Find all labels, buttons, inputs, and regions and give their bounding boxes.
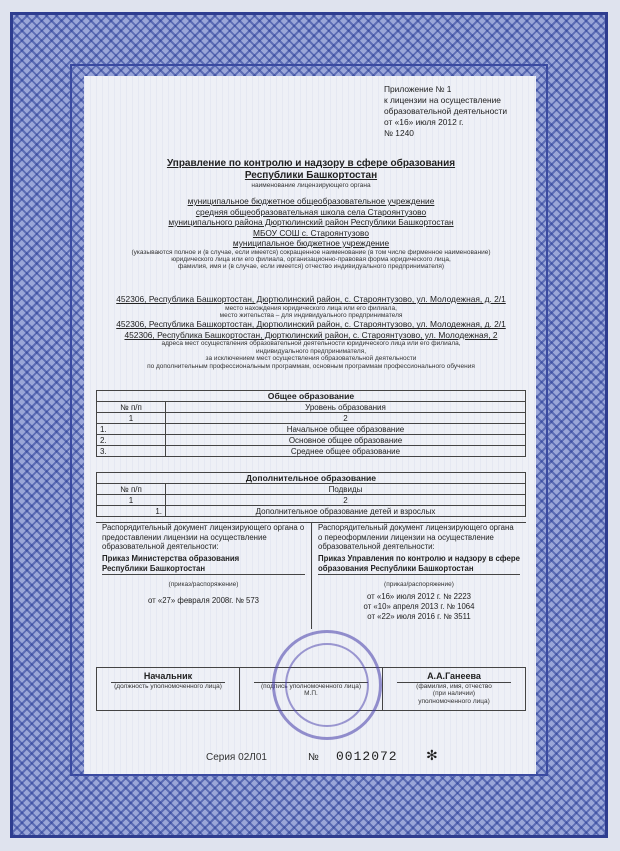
licensee-caption: юридического лица или его филиала, организационно-правовая форма юридического лица, — [171, 255, 451, 263]
additional-education-table — [96, 472, 526, 517]
row-subtype: Дополнительное образование детей и взрослых — [166, 506, 526, 517]
name-caption: уполномоченного лица) — [418, 697, 490, 705]
licensee-form: муниципальное бюджетное учреждение — [232, 238, 390, 248]
additional-education-table-wrap — [96, 472, 526, 517]
order-date: от «10» апреля 2013 г. № 1064 — [363, 601, 475, 611]
licensee-block — [96, 196, 526, 271]
table-row — [97, 424, 526, 435]
licensee-caption: фамилия, имя и (в случае, если имеется) отчество индивидуального предпринимателя) — [177, 263, 445, 271]
number-label: № — [308, 752, 319, 763]
address-block — [82, 294, 540, 370]
licensee-line: муниципальное бюджетное общеобразовательное учреждение — [187, 196, 435, 206]
order-heading: Распорядительный документ лицензирующего органа о — [102, 523, 305, 532]
legal-address: 452306, Республика Башкортостан, Дюртюлинский район, с. Староянтузово, ул. Молодежная, д. 2/1 — [116, 294, 506, 304]
appendix-line: Приложение № 1 — [384, 84, 452, 94]
order-heading: Распорядительный документ лицензирующего органа — [318, 523, 514, 532]
table-title: Дополнительное образование — [97, 473, 526, 484]
series-label: Серия — [206, 752, 236, 763]
table-header: № п/п — [97, 402, 166, 413]
table-header: Подвиды — [166, 484, 526, 495]
stamp-place: М.П. — [304, 690, 318, 698]
order-reissue-column — [311, 523, 526, 629]
sign-caption: (подпись уполномоченного лица) — [260, 683, 362, 690]
position-title: Начальник — [111, 671, 225, 683]
row-number: 1. — [97, 506, 166, 517]
order-heading: образовательной деятельности: — [102, 542, 219, 552]
licensee-short-name: МБОУ СОШ с. Староянтузово — [252, 227, 370, 238]
table-index: 2 — [166, 495, 526, 506]
row-number: 1. — [97, 424, 166, 435]
order-caption: (приказ/распоряжение) — [384, 580, 454, 588]
activity-address-caption: за исключением мест осуществления образовательной деятельности — [205, 355, 417, 363]
licensee-line: муниципального района Дюртюлинский район Республики Башкортостан — [168, 217, 454, 227]
document-content — [96, 82, 526, 782]
appendix-block — [384, 84, 507, 139]
table-index: 1 — [97, 413, 166, 424]
issuer-caption: наименование лицензирующего органа — [251, 182, 371, 189]
table-header: Уровень образования — [166, 402, 526, 413]
signatory-name: А.А.Ганеева — [397, 671, 511, 683]
table-row — [97, 435, 526, 446]
row-level: Основное общее образование — [166, 435, 526, 446]
signature-position — [97, 668, 239, 710]
table-index: 1 — [97, 495, 166, 506]
activity-address: 452306, Республика Башкортостан, Дюртюлинский район, с. Староянтузово, ул. Молодежная, д. 2/1 — [116, 319, 506, 330]
activity-address-caption: адреса мест осуществления образовательной деятельности юридического лица или его филиала, — [161, 340, 461, 348]
signature-name — [383, 668, 525, 710]
licensee-caption: (указываются полное и (в случае, если имеется) сокращенное наименование (в том числе фирменное наименование) — [131, 248, 491, 256]
issuer-region: Республики Башкортостан — [244, 170, 378, 181]
legal-address-caption: место нахождения юридического лица или его филиала, — [225, 304, 397, 312]
order-document: Приказ Министерства образования — [102, 554, 240, 564]
appendix-line: к лицензии на осуществление — [384, 94, 501, 105]
licensee-line: средняя общеобразовательная школа села Староянтузово — [195, 206, 427, 217]
table-title: Общее образование — [97, 391, 526, 402]
order-heading: образовательной деятельности: — [318, 542, 435, 552]
order-document: образования Республики Башкортостан — [318, 564, 520, 575]
row-level: Среднее общее образование — [166, 446, 526, 457]
table-row — [97, 446, 526, 457]
table-index: 2 — [166, 413, 526, 424]
order-heading: о переоформлении лицензии на осуществление — [318, 532, 494, 542]
official-seal — [272, 630, 382, 740]
order-heading: предоставлении лицензии на осуществление — [102, 532, 267, 542]
orders-block — [96, 522, 526, 629]
issuer-name: Управление по контролю и надзору в сфере образования — [166, 158, 456, 169]
series-block — [206, 752, 267, 764]
name-caption: (фамилия, имя, отчество — [416, 682, 492, 690]
appendix-line: от «16» июля 2012 г. — [384, 116, 464, 127]
order-date: от «22» июля 2016 г. № 3511 — [367, 611, 471, 621]
order-document: Республики Башкортостан — [102, 564, 305, 575]
table-header: № п/п — [97, 484, 166, 495]
order-document: Приказ Управления по контролю и надзору в сфере — [318, 554, 520, 564]
order-caption: (приказ/распоряжение) — [168, 580, 239, 588]
activity-address: 452306, Республика Башкортостан, Дюртюлинский район, с. Староянтузово, ул. Молодежная, 2 — [124, 329, 498, 340]
row-number: 3. — [97, 446, 166, 457]
appendix-line: № 1240 — [384, 127, 414, 138]
license-number: 0012072 — [336, 749, 398, 764]
table-row — [97, 506, 526, 517]
legal-address-caption: место жительства – для индивидуального предпринимателя — [219, 311, 403, 319]
row-number: 2. — [97, 435, 166, 446]
order-date: от «16» июля 2012 г. № 2223 — [367, 592, 471, 602]
name-caption: (при наличии) — [432, 690, 476, 698]
appendix-line: образовательной деятельности — [384, 105, 508, 116]
order-issue-column — [96, 523, 311, 629]
series-value: 02Л01 — [238, 752, 267, 763]
row-level: Начальное общее образование — [166, 424, 526, 435]
order-date: от «27» февраля 2008г. № 573 — [147, 596, 260, 606]
issuer-block — [96, 158, 526, 189]
general-education-table — [96, 390, 526, 457]
position-caption: (должность уполномоченного лица) — [114, 682, 222, 690]
security-mark: ✻ — [426, 747, 438, 763]
general-education-table-wrap — [96, 390, 526, 457]
activity-address-caption: индивидуального предпринимателя, — [255, 347, 367, 355]
activity-address-caption: по дополнительным профессиональным программам, основным программам профессионального обучения — [147, 362, 475, 370]
